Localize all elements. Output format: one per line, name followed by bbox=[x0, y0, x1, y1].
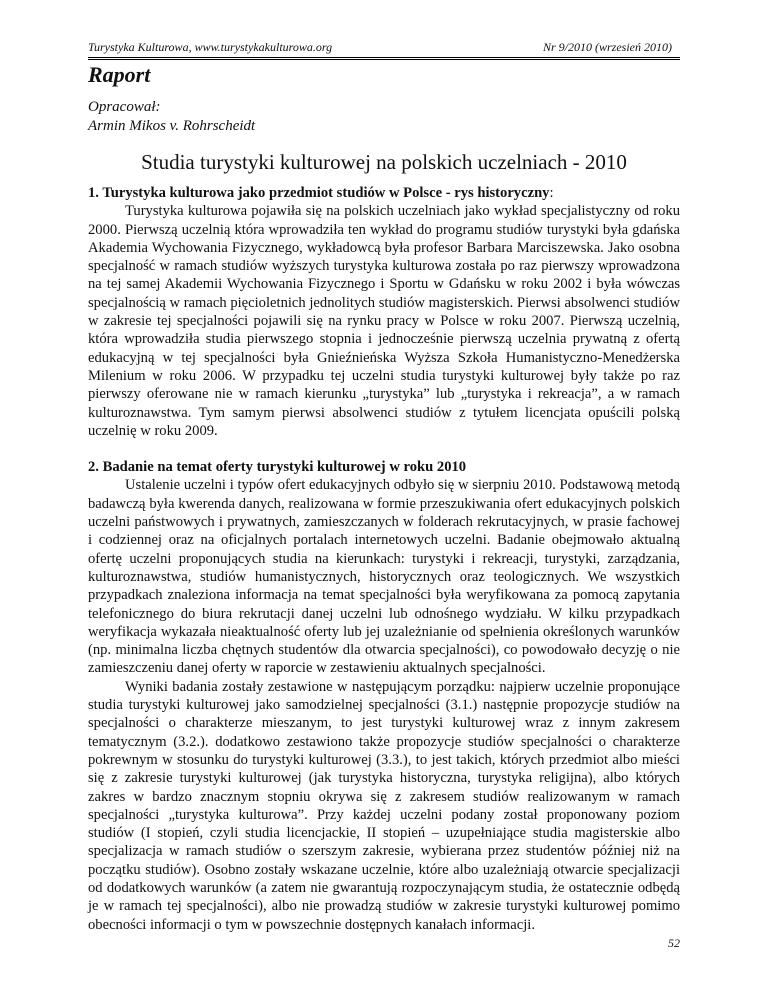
article-body bbox=[88, 184, 680, 934]
header-rule-double bbox=[88, 59, 680, 60]
running-header bbox=[88, 38, 680, 56]
header-rule bbox=[88, 57, 680, 58]
paragraph: Turystyka kulturowa pojawiła się na polskich uczelniach jako wykład specjalistyczny od roku 2000. Pierwszą uczelnią która wprowadziła ten wykład do programu studiów turystyki była gdańska Akademia Wychowania Fizycznego, wykładowcą była profesor Barbara Marciszewska. Jako osobna specjalność w ramach studiów wyższych turystyka kulturowa została po raz pierwszy wprowadzona na tej samej Akademii Wychowania Fizycznego i Sportu w Gdańsku w roku 2002 i była wówczas specjalnością w ramach pięcioletnich jednolitych studiów magisterskich. Pierwsi absolwenci studiów w zakresie tej specjalności pojawili się na rynku pracy w Polsce w roku 2007. Pierwszą uczelnią, która wprowadziła studia pierwszego stopnia i jednocześnie pierwszą uczelnia prywatną z ofertą edukacyjną w tej specjalności była Gnieźnieńska Wyższa Szkoła Humanistyczno-Menedżerska Milenium w roku 2006. W przypadku tej uczelni studia turystyki kulturowej były także po raz pierwszy oferowane nie w ramach kierunku „turystyka” lub „turystyka i rekreacja”, a w ramach kulturoznawstwa. Tym samym pierwsi absolwenci studiów z tytułem licencjata opuścili polską uczelnię w roku 2009. bbox=[88, 203, 680, 439]
paragraph: Wyniki badania zostały zestawione w następującym porządku: najpierw uczelnie proponujące studia turystyki kulturowej jako samodzielnej specjalności (3.1.) następnie propozycje studiów na specjalności o charakterze mieszanym, to jest turystyki kulturowej wraz z innym zakresem tematycznym (3.2.). dodatkowo zestawiono także propozycje studiów specjalności o charakterze pokrewnym w stosunku do turystyki kulturowej (3.3.), to jest takich, których przedmiot albo mieści się z zakresie turystyki kulturowej (jak turystyka historyczna, turystyka religijna), albo których zakres w bardzo znacznym stopniu okrywa się z zakresem studiów realizowanym w ramach specjalności „turystyka kulturowa”. Przy każdej uczelni podany został proponowany poziom studiów (I stopień, czyli studia licencjackie, II stopień – uzupełniające studia magisterskie albo specjalizacja w ramach studiów o szerszym zakresie, wybierana przez studentów później niż na początku studiów). Osobno zostały wskazane uczelnie, które albo uzależniają otwarcie specjalizacji od dodatkowych warunków (a zatem nie gwarantują rozpoczynającym studia, że ostatecznie odbędą je w ramach tej specjalności), albo nie prowadzą studiów w zakresie turystyki kulturowej pomimo obecności informacji o tym w powszechnie dostępnych kanałach informacji. bbox=[88, 678, 680, 933]
prepared-by bbox=[88, 98, 255, 136]
author-name: Armin Mikos v. Rohrscheidt bbox=[88, 118, 256, 134]
issue-number: Nr 9/2010 (wrzesień 2010) bbox=[543, 40, 672, 54]
section-heading-1: 1. Turystyka kulturowa jako przedmiot studiów w Polsce - rys historyczny: bbox=[88, 185, 554, 201]
prepared-label: Opracował: bbox=[88, 99, 161, 115]
journal-name: Turystyka Kulturowa, www.turystykakulturowa.org bbox=[88, 40, 333, 54]
article-title: Studia turystyki kulturowej na polskich uczelniach - 2010 bbox=[141, 150, 627, 174]
section-heading-2: 2. Badanie na temat oferty turystyki kulturowej w roku 2010 bbox=[88, 459, 467, 476]
page-number: 52 bbox=[668, 936, 680, 950]
paragraph: Ustalenie uczelni i typów ofert edukacyjnych odbyło się w sierpniu 2010. Podstawową metodą badawczą była kwerenda danych, realizowana w formie przeszukiwania ofert edukacyjnych polskich uczelni państwowych i prywatnych, zamieszczanych w folderach rekrutacyjnych, w prasie fachowej i codziennej oraz na oficjalnych portalach internetowych uczelni. Badanie obejmowało aktualną ofertę uczelni proponujących studia na kierunkach: turystyki i rekreacji, turystyki, zarządzania, kulturoznawstwa, studiów humanistycznych, historycznych oraz teologicznych. We wszystkich przypadkach znaleziona informacja na temat specjalności była weryfikowana za pomocą zapytania telefonicznego do biura rekrutacji danej uczelni lub odnośnego wydziału. W kilku przypadkach weryfikacja wykazała nieaktualność oferty lub jej uzależnianie od spełnienia określonych warunków (np. minimalna liczba chętnych studentów dla otwarcia specjalności), co powodowało decyzję o nie zamieszczeniu danej oferty w raporcie w zestawieniu aktualnych specjalności. bbox=[88, 477, 680, 677]
section-label: Raport bbox=[88, 62, 151, 87]
